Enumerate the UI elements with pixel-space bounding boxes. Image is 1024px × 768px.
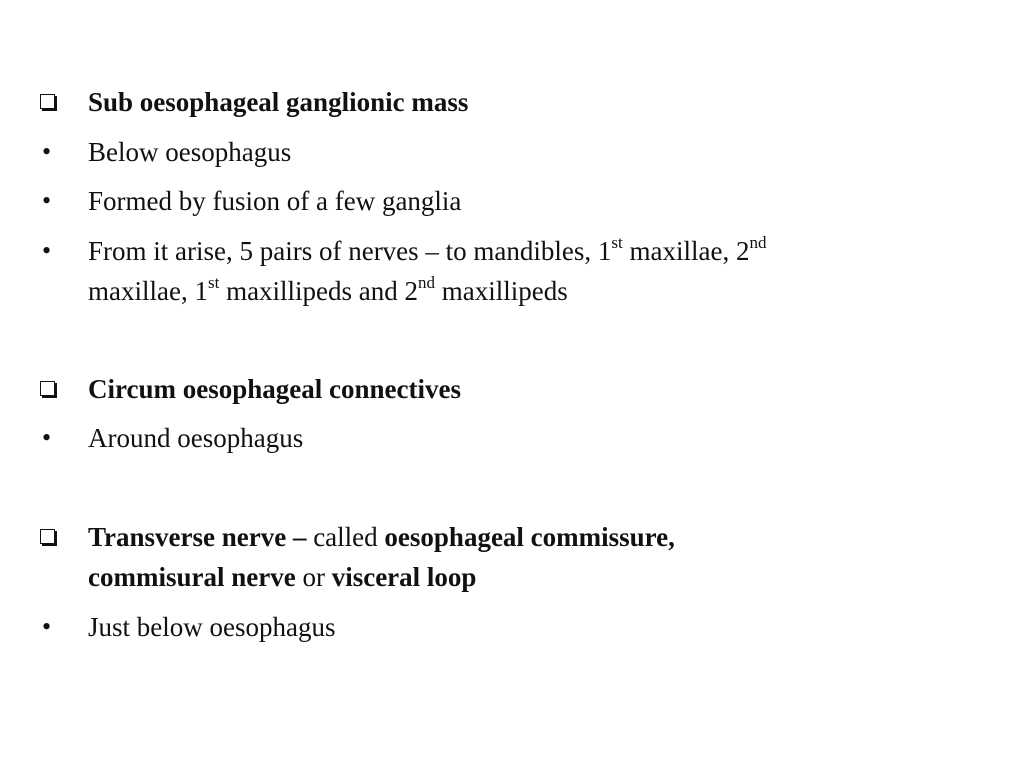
- heading-transverse-nerve: [0, 517, 1000, 597]
- heading-text: Sub oesophageal ganglionic mass: [88, 87, 469, 117]
- bullet-icon: •: [42, 186, 52, 215]
- heading-line2: commisural nerve or visceral loop: [88, 562, 477, 592]
- list-item-nerves: [0, 231, 1000, 311]
- bullet-icon: •: [42, 612, 52, 641]
- heading-text: Circum oesophageal connectives: [88, 374, 461, 404]
- list-item-text-line2: maxillae, 1st maxillipeds and 2nd maxillipeds: [88, 273, 568, 306]
- checkbox-icon: [40, 517, 70, 557]
- checkbox-icon: [40, 82, 70, 122]
- bullet-icon: •: [42, 423, 52, 452]
- bullet-icon: •: [42, 137, 52, 166]
- checkbox-icon: [40, 369, 70, 409]
- list-item-text: Formed by fusion of a few ganglia: [88, 186, 462, 216]
- list-item-text: Just below oesophagus: [88, 612, 336, 642]
- heading-line1: Transverse nerve – called oesophageal commissure,: [88, 522, 675, 552]
- list-item-text: Below oesophagus: [88, 137, 292, 167]
- bullet-icon: •: [42, 236, 52, 265]
- list-item-text-line1: From it arise, 5 pairs of nerves – to mandibles, 1st maxillae, 2nd: [88, 233, 767, 266]
- list-item-text: Around oesophagus: [88, 423, 304, 453]
